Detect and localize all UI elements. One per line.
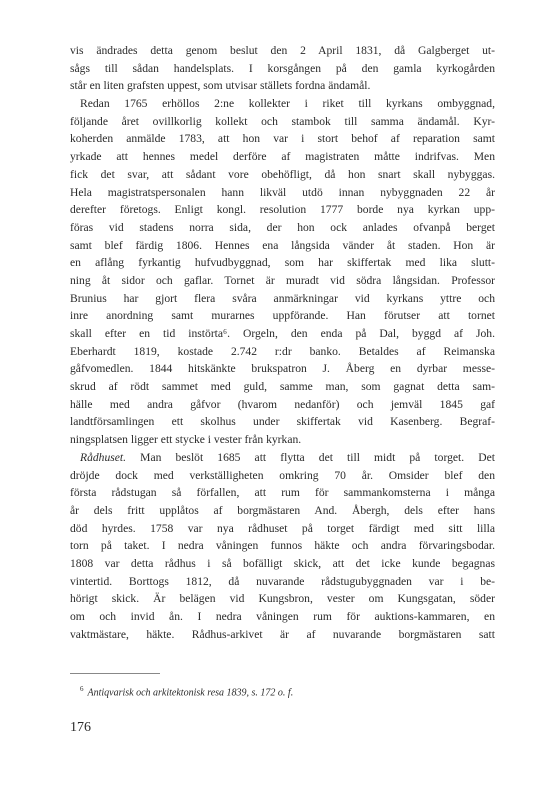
text-line: Redan 1765 erhöllos 2:ne kollekter i riket till kyrkans ombyggnad, <box>80 97 495 111</box>
footnote <box>80 682 495 700</box>
footnote-divider <box>70 673 160 674</box>
text-line: koherden anmälde 1783, att hon var i stort behof af reparation samt <box>70 132 495 146</box>
page-number: 176 <box>70 720 91 735</box>
text-line: död hyrdes. 1758 var nya rådhuset på torget färdigt med sitt lilla <box>70 521 495 535</box>
text-line: om och invid ån. I nedra våningen rum för auktions-kammaren, en <box>70 610 495 623</box>
paragraph <box>70 449 495 644</box>
text-line: år dels fritt upplåtos af borgmästaren And. Åbergh, dels efter hans <box>70 503 495 517</box>
text-line: skrud af rödt sammet med guld, samme man, som gagnat detta sam- <box>70 380 495 394</box>
text-line: torn på taket. I nedra våningen funnos häkte och andra förvaringsbodar. <box>70 539 495 553</box>
text-line: derefter företogs. Enligt kongl. resolution 1777 borde nya kyrkan upp- <box>70 203 495 217</box>
text-line: samt blef färdig 1806. Hennes ena långsida vänder åt staden. Hon är <box>70 238 495 252</box>
section-heading: Rådhuset. <box>80 450 127 464</box>
text-line: vintertid. Borttogs 1812, då nuvarande rådstugubyggnaden var i be- <box>70 574 495 588</box>
text-line: landtförsamlingen ett skolhus under skiffertak vid Kasenberg. Begraf- <box>70 415 495 429</box>
text-line: Hela magistratspersonalen hann likväl utdö innan nybyggnaden 22 år <box>70 185 495 199</box>
text-line <box>70 449 495 467</box>
text-line: inre anordning samt murarnes uppförande. Han förutser att tornet <box>70 309 495 323</box>
text-line: gåfvomedlen. 1844 hitskänkte brukspatron J. Åberg en dyrbar messe- <box>70 362 495 376</box>
text-line: ning åt sidor och gaflar. Tornet är muradt vid södra långsidan. Professor <box>70 273 495 287</box>
text-line: sågs till sådan handelsplats. I korsgången på den gamla kyrkogården <box>70 61 495 75</box>
footnote-text: Antiqvarisk och arkitektonisk resa 1839, s. 172 o. f. <box>87 687 294 699</box>
text-line: fick det svar, att sådant vore obehöfligt, då hon snart skall nybyggas. <box>70 167 495 181</box>
text-line: 1808 var detta rådhus i så bofälligt skick, att det icke kunde begagnas <box>70 556 495 570</box>
text-line: första rådstugan så förfallen, att rum för sammankomsterna i många <box>70 486 495 500</box>
text-line: hälle med andra gåfvor (hvarom nedanför) och jemväl 1845 gaf <box>70 397 495 411</box>
text-line: ningsplatsen ligger ett stycke i vester från kyrkan. <box>70 433 302 447</box>
footnote-mark: 6 <box>80 685 84 693</box>
text-line: står en liten grafsten uppest, som utvisar ställets fordna ändamål. <box>70 79 371 93</box>
text-line: hörigt skick. Är belägen vid Kungsbron, vester om Kungsgatan, söder <box>70 592 495 606</box>
text-run: Man beslöt 1685 att flytta det till midt på torget. Det <box>126 450 495 464</box>
paragraph <box>70 42 495 95</box>
text-line: följande året ovillkorlig kollekt och stambok till samma ändamål. Kyr- <box>70 114 495 128</box>
text-line: Eberhardt 1819, kostade 2.742 r:dr banko. Betaldes af Reimanska <box>70 344 495 358</box>
text-line: yrkade att hennes medel derföre af magistraten måtte indrifvas. Men <box>70 150 495 164</box>
text-line: Brunius har gjort flera svåra anmärkningar vid kyrkans yttre och <box>70 291 495 305</box>
text-line: vis ändrades detta genom beslut den 2 April 1831, då Galgberget ut- <box>70 44 495 57</box>
text-line: vaktmästare, häkte. Rådhus-arkivet är af nuvarande borgmästaren satt <box>70 627 495 641</box>
text-line: dröjde dock med verkställigheten omkring 70 år. Omsider blef den <box>70 468 495 482</box>
page-body <box>70 42 495 643</box>
text-line: föras vid stadens norra sida, der hon ock anlades ofvanpå berget <box>70 220 495 234</box>
text-line: skall efter en tid instörta⁶. Orgeln, den enda på Dal, byggd af Joh. <box>70 327 495 340</box>
text-line: en aflång fyrkantig hufvudbyggnad, som har skiffertak med lika slutt- <box>70 256 495 270</box>
paragraph <box>70 95 495 449</box>
